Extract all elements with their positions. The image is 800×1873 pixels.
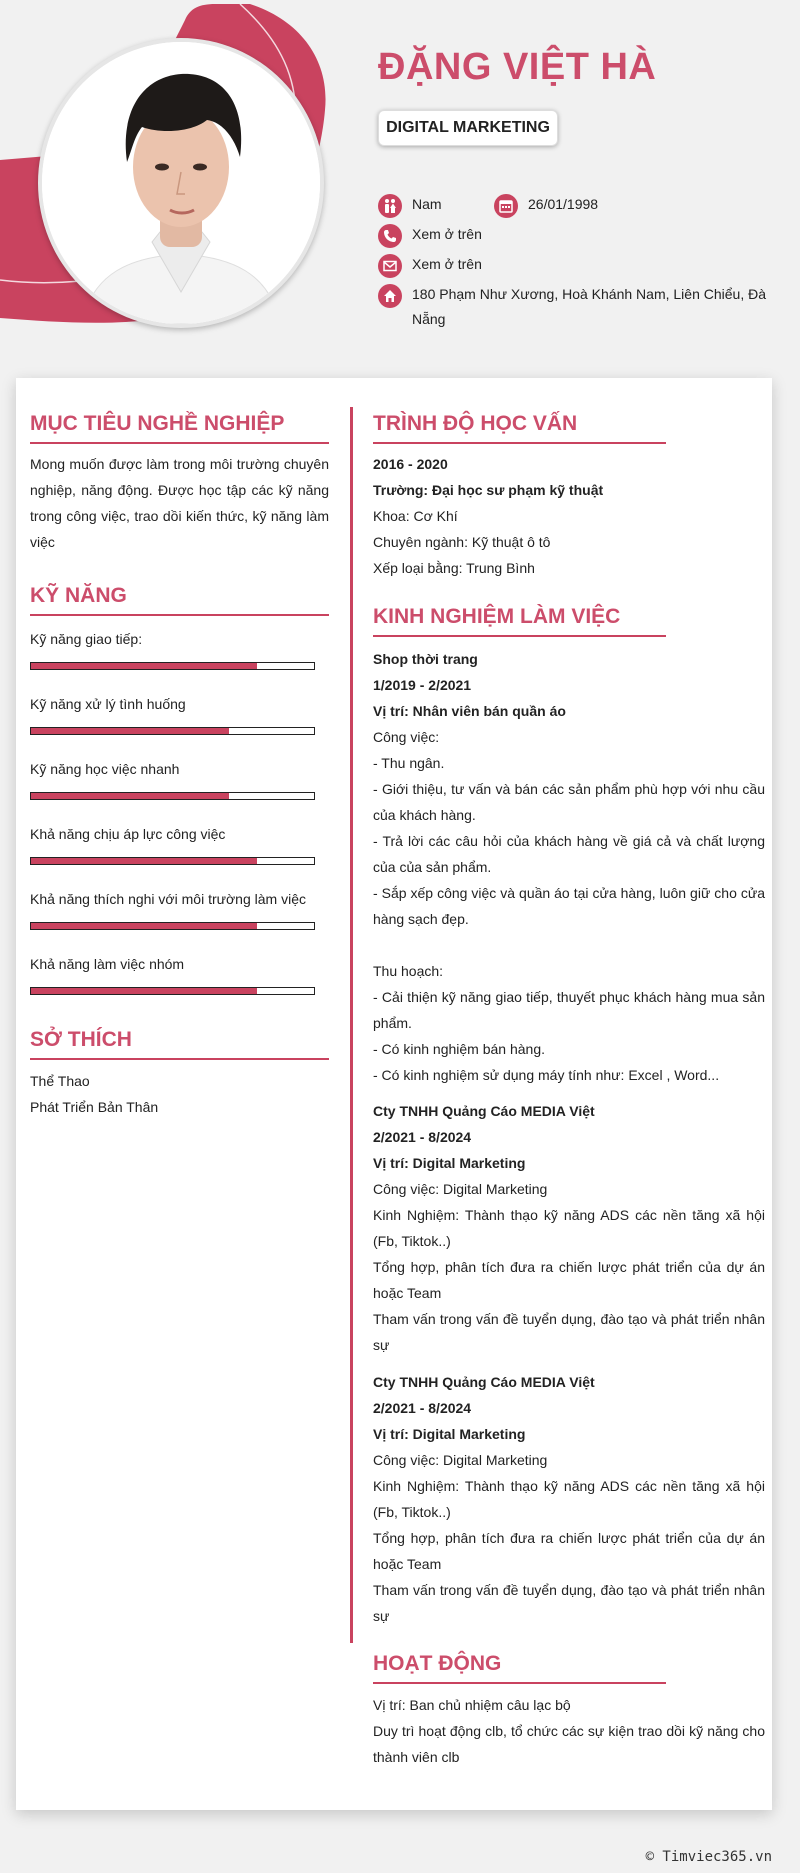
job-position: Vị trí: Nhân viên bán quần áo: [373, 703, 566, 719]
job-company: Shop thời trang: [373, 651, 478, 667]
skill-label: Kỹ năng học việc nhanh: [30, 761, 180, 777]
hobby-item: Phát Triển Bản Thân: [30, 1099, 159, 1115]
skill-bar: [30, 857, 315, 865]
skill-label: Kỹ năng giao tiếp:: [30, 631, 143, 647]
education-period: 2016 - 2020: [373, 456, 448, 472]
job-position: Vị trí: Digital Marketing: [373, 1426, 526, 1442]
job-period: 2/2021 - 8/2024: [373, 1400, 472, 1416]
job-line: Tham vấn trong vấn đề tuyển dụng, đào tạo và phát triển nhân sự: [373, 1311, 765, 1353]
job-line: - Có kinh nghiệm bán hàng.: [373, 1041, 545, 1057]
activities-block: [373, 1692, 765, 1770]
email-value: Xem ở trên: [412, 256, 482, 272]
address-row: [378, 287, 768, 332]
job-line: Kinh Nghiệm: Thành thạo kỹ năng ADS các nền tăng xã hội (Fb, Tiktok..): [373, 1478, 765, 1520]
hobbies-title: SỞ THÍCH: [30, 1028, 329, 1060]
job-period: 1/2019 - 2/2021: [373, 677, 472, 693]
gender-row: [378, 197, 442, 218]
job-line: Tham vấn trong vấn đề tuyển dụng, đào tạo và phát triển nhân sự: [373, 1582, 765, 1624]
job-entry: [373, 1098, 765, 1358]
job-period: 2/2021 - 8/2024: [373, 1129, 472, 1145]
birthday-row: [494, 197, 598, 218]
skill-label: Kỹ năng xử lý tình huống: [30, 696, 186, 712]
skill-label: Khả năng thích nghi với môi trường làm việc: [30, 891, 306, 907]
job-position: Vị trí: Digital Marketing: [373, 1155, 526, 1171]
education-major: Chuyên ngành: Kỹ thuật ô tô: [373, 534, 551, 550]
home-icon: [378, 284, 402, 308]
activity-position: Vị trí: Ban chủ nhiệm câu lạc bộ: [373, 1697, 571, 1713]
job-company: Cty TNHH Quảng Cáo MEDIA Việt: [373, 1103, 595, 1119]
mail-icon: [378, 254, 402, 278]
education-grade: Xếp loại bằng: Trung Bình: [373, 560, 535, 576]
job-entry: [373, 646, 765, 1088]
skill-bar: [30, 727, 315, 735]
birthday-value: 26/01/1998: [528, 196, 599, 212]
skill-label: Khả năng chịu áp lực công việc: [30, 826, 226, 842]
skill-bar: [30, 922, 315, 930]
profile-header: [0, 0, 800, 360]
skill-fill: [31, 793, 229, 799]
job-entry: [373, 1369, 765, 1629]
activity-description: Duy trì hoạt động clb, tổ chức các sự kiện trao dồi kỹ năng cho thành viên clb: [373, 1723, 765, 1765]
job-title-badge: DIGITAL MARKETING: [378, 110, 558, 146]
objective-title: MỤC TIÊU NGHỀ NGHIỆP: [30, 412, 329, 444]
phone-row: [378, 227, 482, 248]
job-line: - Cải thiện kỹ năng giao tiếp, thuyết phục khách hàng mua sản phẩm.: [373, 989, 765, 1031]
education-faculty: Khoa: Cơ Khí: [373, 508, 458, 524]
candidate-name: ĐẶNG VIỆT HÀ: [378, 46, 657, 88]
skill-label: Khả năng làm việc nhóm: [30, 956, 185, 972]
education-school: Trường: Đại học sư phạm kỹ thuật: [373, 482, 604, 498]
job-line: Công việc: Digital Marketing: [373, 1452, 548, 1468]
job-line: - Giới thiệu, tư vấn và bán các sản phẩm phù hợp với nhu cầu của khách hàng.: [373, 781, 765, 823]
job-line: Công việc:: [373, 729, 440, 745]
spacer: [373, 932, 765, 958]
objective-text: Mong muốn được làm trong môi trường chuyên nghiệp, năng động. Được học tập các kỹ năng trong công việc, trao dồi kiến thức, kỹ năng làm việc: [30, 456, 329, 550]
skill-fill: [31, 923, 257, 929]
skill-bar: [30, 662, 315, 670]
gender-icon: [378, 194, 402, 218]
job-line: - Trả lời các câu hỏi của khách hàng về giá cả và chất lượng của của sản phẩm.: [373, 833, 765, 875]
skill-bar: [30, 987, 315, 995]
column-divider: [350, 407, 353, 1643]
email-row: [378, 257, 482, 278]
profile-photo: [38, 38, 324, 328]
activities-title: HOẠT ĐỘNG: [373, 1652, 666, 1684]
gender-value: Nam: [412, 196, 442, 212]
job-line: - Có kinh nghiệm sử dụng máy tính như: Excel , Word...: [373, 1067, 720, 1083]
job-company: Cty TNHH Quảng Cáo MEDIA Việt: [373, 1374, 595, 1390]
education-block: [373, 451, 765, 581]
skills-title: KỸ NĂNG: [30, 584, 329, 616]
watermark: © Timviec365.vn: [645, 1849, 772, 1865]
phone-icon: [378, 224, 402, 248]
experience-title: KINH NGHIỆM LÀM VIỆC: [373, 605, 666, 637]
hobby-item: Thể Thao: [30, 1073, 90, 1089]
skill-bar: [30, 792, 315, 800]
skill-fill: [31, 663, 257, 669]
skill-fill: [31, 728, 229, 734]
calendar-icon: [494, 194, 518, 218]
phone-value: Xem ở trên: [412, 226, 482, 242]
job-line: - Thu ngân.: [373, 755, 445, 771]
job-line: Tổng hợp, phân tích đưa ra chiến lược phát triển của dự án hoặc Team: [373, 1259, 765, 1301]
job-line: Tổng hợp, phân tích đưa ra chiến lược phát triển của dự án hoặc Team: [373, 1530, 765, 1572]
address-value: 180 Phạm Như Xương, Hoà Khánh Nam, Liên Chiểu, Đà Nẵng: [412, 286, 767, 327]
job-line: Kinh Nghiệm: Thành thạo kỹ năng ADS các nền tăng xã hội (Fb, Tiktok..): [373, 1207, 765, 1249]
job-line: Công việc: Digital Marketing: [373, 1181, 548, 1197]
job-line: Thu hoạch:: [373, 963, 444, 979]
skill-fill: [31, 988, 257, 994]
job-line: - Sắp xếp công việc và quần áo tại cửa hàng, luôn giữ cho cửa hàng sạch đẹp.: [373, 885, 765, 927]
education-title: TRÌNH ĐỘ HỌC VẤN: [373, 412, 666, 444]
skill-fill: [31, 858, 257, 864]
